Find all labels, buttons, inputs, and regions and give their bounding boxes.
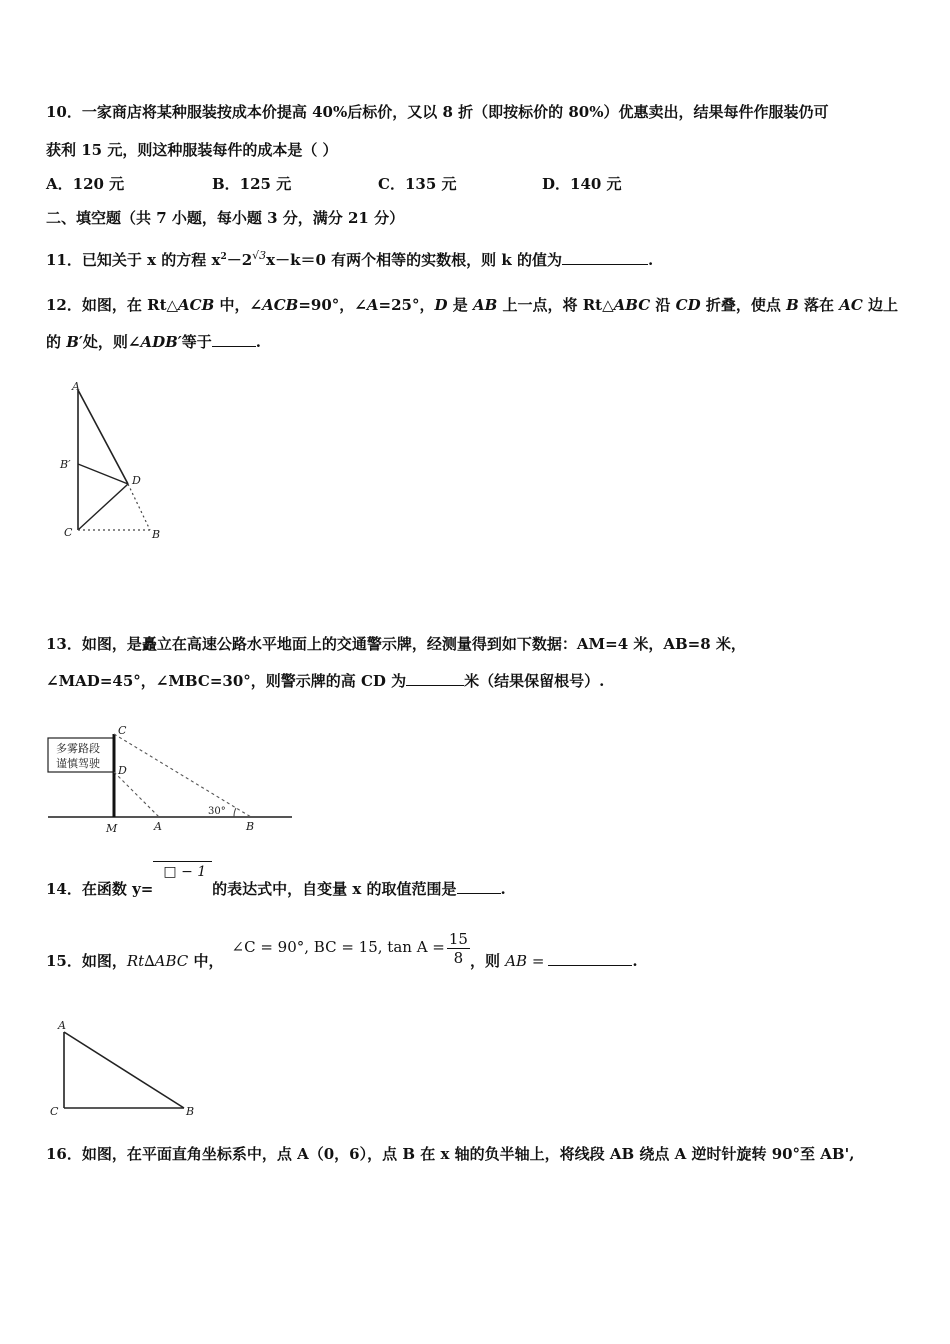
q12-u5: 等于 bbox=[181, 333, 212, 351]
q15-condition: ∠C = 90°, BC = 15, tan A = bbox=[231, 938, 445, 956]
q10-option-c: C．135 元 bbox=[378, 175, 457, 193]
q10-line1: 10．一家商店将某种服装按成本价提高 40%后标价，又以 8 折（即按标价的 80%）优惠卖出，结果每件作服装仍可 bbox=[46, 103, 829, 121]
q12-line1 bbox=[46, 295, 898, 315]
q11-sup: 2 bbox=[220, 252, 227, 262]
q15-text bbox=[46, 929, 638, 981]
q13-angle-arc bbox=[234, 808, 236, 817]
q12-t12: ABC bbox=[613, 296, 651, 314]
q16-line1: 16．如图，在平面直角坐标系中，点 A（0，6），点 B 在 x 轴的负半轴上，将线段 AB 绕点 A 逆时针旋转 90°至 AB', bbox=[46, 1145, 855, 1163]
q12-label-bprime: B′ bbox=[60, 458, 71, 471]
q10-option-a: A．120 元 bbox=[46, 175, 125, 193]
q12-seg-ad bbox=[78, 390, 128, 484]
q15-seg-ab bbox=[64, 1032, 184, 1108]
section2-title: 二、填空题（共 7 小题，每小题 3 分，满分 21 分） bbox=[46, 209, 405, 227]
q14-sqrt-expr bbox=[153, 861, 212, 882]
q12-t4: ACB bbox=[262, 296, 299, 314]
q12-seg-cd bbox=[78, 484, 128, 530]
q12-label-b: B bbox=[152, 528, 161, 541]
q13-label-m: M bbox=[106, 822, 118, 835]
q13-label-c: C bbox=[118, 724, 127, 737]
q15-answer-blank[interactable] bbox=[548, 951, 632, 966]
q15-label-c: C bbox=[50, 1105, 59, 1118]
q14-pre: 14．在函数 y= bbox=[46, 880, 154, 898]
q12-answer-blank[interactable] bbox=[212, 332, 256, 347]
q11-end: . bbox=[648, 251, 654, 269]
q12-t5: =90°，∠ bbox=[298, 296, 367, 314]
q12-t7: =25°， bbox=[378, 296, 435, 314]
q15-label-b: B bbox=[186, 1105, 195, 1118]
q12-u2: B′ bbox=[66, 333, 83, 351]
q13-line1: 13．如图，是矗立在高速公路水平地面上的交通警示牌，经测量得到如下数据：AM=4 米，AB=8 米， bbox=[46, 635, 746, 653]
q12-t3: 中，∠ bbox=[214, 296, 263, 314]
q12-u6: . bbox=[255, 333, 261, 351]
q12-label-a: A bbox=[72, 380, 80, 393]
q15-mid: 中， bbox=[188, 952, 224, 970]
q12-t11: 上一点，将 Rt△ bbox=[497, 296, 614, 314]
q12-t14: CD bbox=[675, 296, 701, 314]
q13-sign-line1: 多雾路段 bbox=[56, 742, 100, 755]
q11-answer-blank[interactable] bbox=[562, 250, 648, 265]
q12-t17: 落在 bbox=[798, 296, 840, 314]
q11-text bbox=[46, 246, 653, 270]
q14-post: 的表达式中，自变量 x 的取值范围是 bbox=[212, 880, 457, 898]
q15-ab: AB = bbox=[505, 952, 545, 970]
q11-sqrt: √3 bbox=[252, 249, 267, 262]
q12-label-c: C bbox=[64, 526, 73, 539]
q13-figure bbox=[46, 722, 296, 840]
q15-label-a: A bbox=[58, 1019, 66, 1032]
q13-answer-blank[interactable] bbox=[406, 671, 464, 686]
q14-sqrt-inner: □ − 1 bbox=[163, 864, 207, 880]
q13-sign-line2: 谨慎驾驶 bbox=[56, 757, 100, 770]
q12-t6: A bbox=[366, 296, 379, 314]
q15-post: ，则 bbox=[469, 952, 506, 970]
q12-t18: AC bbox=[839, 296, 863, 314]
q12-t10: AB bbox=[472, 296, 498, 314]
q12-t8: D bbox=[434, 296, 448, 314]
q13-seg-da bbox=[114, 772, 159, 817]
q12-t19: 边上 bbox=[862, 296, 899, 314]
q12-t1: 12．如图，在 Rt△ bbox=[46, 296, 179, 314]
q12-u1: 的 bbox=[46, 333, 67, 351]
q12-t2: ACB bbox=[178, 296, 215, 314]
q12-line2 bbox=[46, 332, 261, 352]
q11-post: x－k＝0 有两个相等的实数根，则 k 的值为 bbox=[266, 251, 562, 269]
q12-u4: ADB′ bbox=[140, 333, 182, 351]
q12-label-d: D bbox=[132, 474, 141, 487]
q13-seg-cb bbox=[114, 734, 251, 817]
q13-label-a: A bbox=[154, 820, 162, 833]
q15-end: . bbox=[632, 952, 638, 970]
q11-pre: 11．已知关于 x 的方程 x bbox=[46, 251, 221, 269]
q12-t9: 是 bbox=[447, 296, 473, 314]
q11-mid: －2 bbox=[226, 251, 253, 269]
q15-triangle: Rt∆ABC bbox=[126, 952, 189, 970]
q12-seg-bd bbox=[78, 464, 128, 484]
q12-t13: 沿 bbox=[650, 296, 676, 314]
q10-option-b: B．125 元 bbox=[212, 175, 292, 193]
q15-figure bbox=[46, 1016, 216, 1122]
q13-label-b: B bbox=[246, 820, 255, 833]
q12-t16: B bbox=[786, 296, 799, 314]
q14-answer-blank[interactable] bbox=[457, 879, 501, 894]
q10-line2: 获利 15 元，则这种服装每件的成本是（ ） bbox=[46, 141, 338, 159]
q14-end: . bbox=[500, 880, 506, 898]
q10-option-d: D．140 元 bbox=[542, 175, 622, 193]
q15-num: 15 bbox=[448, 929, 468, 948]
q12-u3: 处，则∠ bbox=[82, 333, 141, 351]
q15-pre: 15．如图， bbox=[46, 952, 127, 970]
q14-text bbox=[46, 864, 506, 900]
q15-den: 8 bbox=[453, 948, 464, 967]
q15-fraction bbox=[447, 930, 470, 967]
q13-label-angle: 30° bbox=[208, 806, 226, 817]
q13-line2-b: 米（结果保留根号）. bbox=[464, 672, 605, 690]
q12-figure bbox=[50, 378, 170, 548]
q13-line2-a: ∠MAD=45°，∠MBC=30°，则警示牌的高 CD 为 bbox=[46, 672, 407, 690]
q12-t15: 折叠，使点 bbox=[700, 296, 787, 314]
q12-seg-db-dashed bbox=[128, 484, 150, 530]
q13-label-d: D bbox=[118, 764, 127, 777]
q13-line2 bbox=[46, 671, 604, 691]
